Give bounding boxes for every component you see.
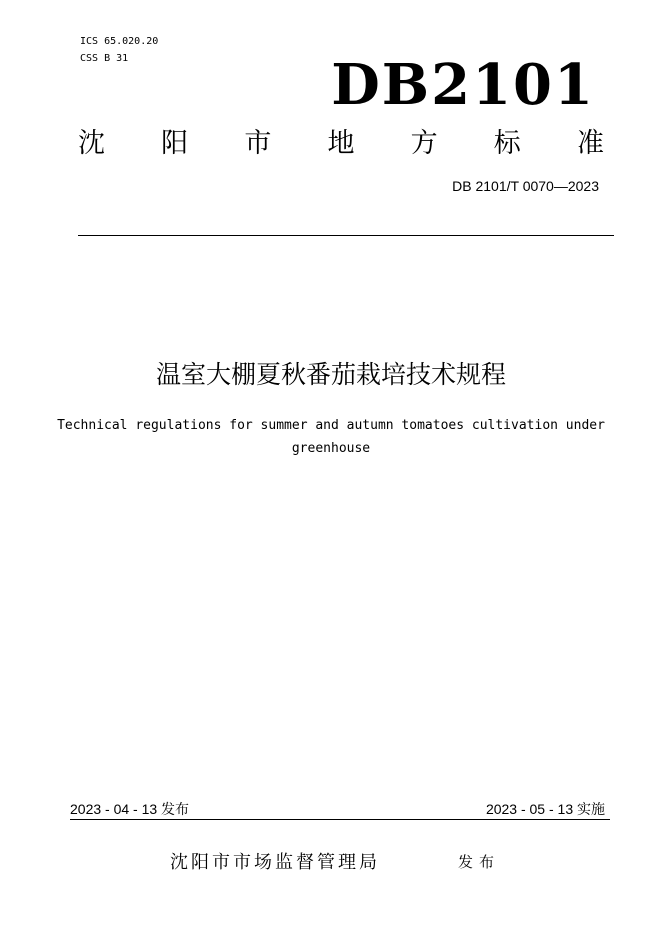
publish-label: 发布 <box>458 853 501 871</box>
standard-type-char: 市 <box>244 128 272 159</box>
issue-date: 2023 - 04 - 13 发布 <box>70 801 190 817</box>
css-code: CSS B 31 <box>80 53 129 64</box>
header-divider <box>78 235 614 236</box>
english-title-line: greenhouse <box>291 441 371 456</box>
standard-type-char: 地 <box>327 128 355 159</box>
document-title-english <box>40 414 622 460</box>
standard-number: DB 2101/T 0070—2023 <box>452 178 599 194</box>
implementation-date: 2023 - 05 - 13 实施 <box>485 801 605 817</box>
english-title-line: Technical regulations for summer and autumn tomatoes cultivation under <box>57 418 605 433</box>
standard-type-char: 标 <box>493 128 521 159</box>
standard-code-heading: DB2101 <box>331 52 595 118</box>
classification-codes <box>80 33 158 67</box>
standard-type-char: 方 <box>410 128 438 159</box>
footer-divider <box>70 819 610 820</box>
standard-type-char: 阳 <box>161 128 189 159</box>
document-title-chinese: 温室大棚夏秋番茄栽培技术规程 <box>155 360 506 389</box>
publisher: 沈阳市市场监督管理局 <box>170 852 380 873</box>
standard-type-char: 沈 <box>78 128 105 159</box>
ics-code: ICS 65.020.20 <box>80 36 159 47</box>
standard-type <box>78 126 604 162</box>
standard-type-char: 准 <box>576 128 604 159</box>
